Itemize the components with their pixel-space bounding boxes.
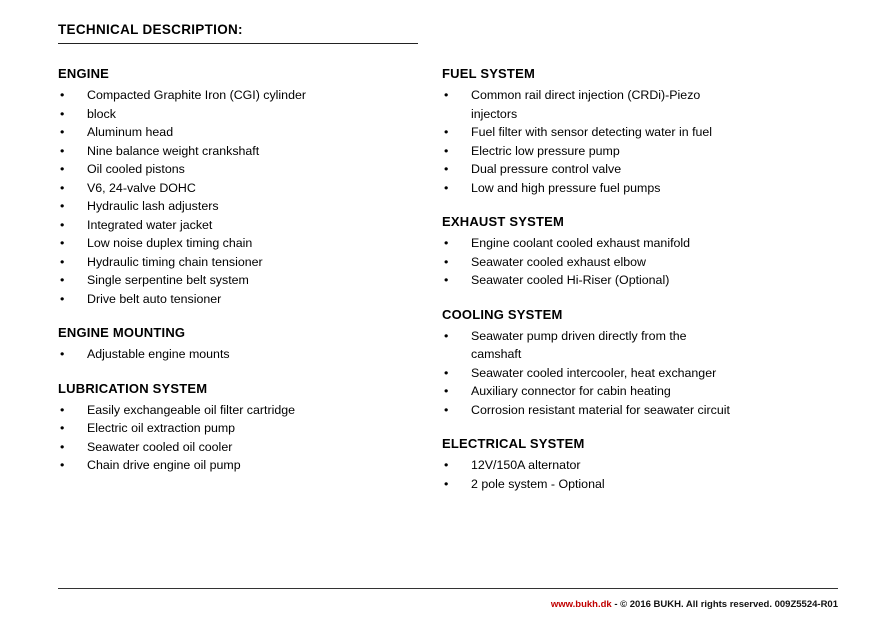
bullet-icon: •: [60, 439, 65, 454]
bullet-icon: •: [444, 236, 449, 250]
list-item-label: Common rail direct injection (CRDi)-Piezo: [471, 88, 701, 102]
list-item-label: Oil cooled pistons: [87, 162, 185, 176]
list-item-label: Low noise duplex timing chain: [87, 236, 253, 250]
list-item: [58, 197, 420, 216]
list-item-label: Electric low pressure pump: [471, 143, 620, 158]
list-item: [442, 253, 850, 272]
section-heading: EXHAUST SYSTEM: [442, 214, 564, 229]
list-item: [58, 456, 420, 475]
footer-website-link[interactable]: www.bukh.dk: [550, 599, 612, 610]
bullet-icon: •: [60, 125, 65, 139]
list-item-label: Integrated water jacket: [87, 217, 213, 232]
list-item-label: V6, 24-valve DOHC: [87, 180, 196, 195]
list-item-label: Hydraulic timing chain tensioner: [87, 254, 263, 269]
section-heading: ELECTRICAL SYSTEM: [442, 436, 585, 451]
bullet-icon: •: [444, 180, 449, 195]
bullet-icon: •: [60, 106, 65, 121]
bullet-icon: •: [444, 273, 449, 287]
list-item: [442, 345, 850, 364]
page-title: TECHNICAL DESCRIPTION:: [58, 22, 243, 37]
bullet-icon: •: [60, 347, 65, 361]
bullet-icon: •: [444, 476, 449, 491]
section-heading: ENGINE: [58, 66, 110, 81]
list-item-label: Aluminum head: [87, 125, 174, 139]
list-item: [58, 160, 420, 179]
section-lubrication-system: [58, 381, 420, 475]
spec-list: [442, 86, 850, 197]
list-item-label: Single serpentine belt system: [87, 273, 249, 287]
list-item: [442, 86, 850, 105]
list-item-label: camshaft: [471, 347, 522, 361]
spec-list: [58, 86, 420, 308]
bullet-icon: •: [60, 458, 65, 472]
list-item: [442, 271, 850, 290]
footer-copyright: - © 2016 BUKH. All rights reserved. 009Z5524-R01: [614, 599, 838, 610]
list-item-label: Seawater cooled oil cooler: [87, 439, 233, 454]
section-heading: COOLING SYSTEM: [442, 306, 563, 322]
section-engine: [58, 66, 420, 308]
list-item: [58, 419, 420, 438]
bullet-icon: •: [60, 143, 65, 158]
list-item: [58, 86, 420, 105]
bullet-icon: •: [60, 88, 65, 102]
list-item-label: block: [87, 106, 116, 121]
bullet-icon: •: [444, 402, 449, 417]
list-item-label: Compacted Graphite Iron (CGI) cylinder: [87, 88, 306, 102]
section-electrical-system: [442, 436, 850, 493]
section-fuel-system: [442, 66, 850, 197]
bullet-icon: •: [60, 273, 65, 287]
list-item-label: Auxiliary connector for cabin heating: [471, 384, 671, 398]
specification-columns: [0, 66, 896, 493]
section-cooling-system: [442, 307, 850, 420]
list-item: [442, 179, 850, 198]
list-item: [442, 234, 850, 253]
section-engine-mounting: [58, 325, 420, 364]
list-item-label: Dual pressure control valve: [471, 162, 622, 176]
footer-divider: [58, 588, 838, 589]
list-item: [58, 345, 420, 364]
list-item: [442, 364, 850, 383]
list-item: [442, 142, 850, 161]
spec-list: [442, 234, 850, 290]
section-heading: ENGINE MOUNTING: [58, 325, 186, 340]
list-item-label: Engine coolant cooled exhaust manifold: [471, 236, 691, 250]
list-item: [58, 290, 420, 309]
bullet-icon: •: [444, 458, 449, 472]
spec-list: [58, 345, 420, 364]
list-item: [442, 105, 850, 124]
list-item-label: Seawater pump driven directly from the: [471, 328, 687, 343]
bullet-icon: •: [444, 365, 449, 380]
list-item-label: Easily exchangeable oil filter cartridge: [87, 402, 295, 417]
list-item-label: Seawater cooled intercooler, heat exchanger: [471, 365, 717, 380]
list-item-label: 2 pole system - Optional: [471, 476, 605, 491]
list-item: [58, 438, 420, 457]
right-column: [420, 66, 850, 493]
bullet-icon: •: [60, 199, 65, 213]
footer: [551, 599, 838, 610]
list-item: [58, 179, 420, 198]
list-item: [58, 234, 420, 253]
bullet-icon: •: [444, 254, 449, 269]
list-item-label: Seawater cooled Hi-Riser (Optional): [471, 273, 670, 287]
list-item: [442, 160, 850, 179]
list-item: [58, 253, 420, 272]
section-heading: FUEL SYSTEM: [442, 66, 535, 81]
spec-list: [58, 401, 420, 475]
bullet-icon: •: [444, 162, 449, 176]
left-column: [0, 66, 420, 493]
bullet-icon: •: [60, 180, 65, 195]
list-item: [58, 142, 420, 161]
list-item: [58, 105, 420, 124]
bullet-icon: •: [444, 88, 449, 102]
list-item-label: Adjustable engine mounts: [87, 347, 230, 361]
bullet-icon: •: [444, 328, 449, 343]
list-item-label: Low and high pressure fuel pumps: [471, 180, 661, 195]
bullet-icon: •: [60, 236, 65, 250]
bullet-icon: •: [60, 254, 65, 269]
list-item-label: injectors: [471, 106, 518, 121]
list-item-label: Nine balance weight crankshaft: [87, 143, 260, 158]
list-item-label: Electric oil extraction pump: [87, 421, 236, 435]
bullet-icon: •: [60, 217, 65, 232]
section-heading: LUBRICATION SYSTEM: [58, 380, 208, 396]
bullet-icon: •: [60, 421, 65, 435]
list-item: [442, 327, 850, 346]
bullet-icon: •: [60, 291, 65, 306]
bullet-icon: •: [60, 162, 65, 176]
list-item: [58, 216, 420, 235]
list-item-label: Chain drive engine oil pump: [87, 458, 241, 472]
list-item: [58, 401, 420, 420]
spec-list: [442, 327, 850, 420]
list-item: [442, 401, 850, 420]
bullet-icon: •: [444, 384, 449, 398]
list-item-label: Fuel filter with sensor detecting water in fuel: [471, 125, 713, 139]
list-item: [442, 123, 850, 142]
title-divider: [58, 43, 418, 44]
list-item: [442, 456, 850, 475]
spec-list: [442, 456, 850, 493]
bullet-icon: •: [444, 125, 449, 139]
list-item-label: 12V/150A alternator: [471, 458, 581, 472]
section-exhaust-system: [442, 214, 850, 290]
list-item-label: Corrosion resistant material for seawater circuit: [471, 402, 730, 417]
list-item-label: Hydraulic lash adjusters: [87, 199, 219, 213]
list-item: [58, 123, 420, 142]
list-item-label: Seawater cooled exhaust elbow: [471, 254, 646, 269]
bullet-icon: •: [60, 402, 65, 417]
list-item-label: Drive belt auto tensioner: [87, 291, 222, 306]
bullet-icon: •: [444, 143, 449, 158]
list-item: [442, 382, 850, 401]
list-item: [442, 475, 850, 494]
list-item: [58, 271, 420, 290]
